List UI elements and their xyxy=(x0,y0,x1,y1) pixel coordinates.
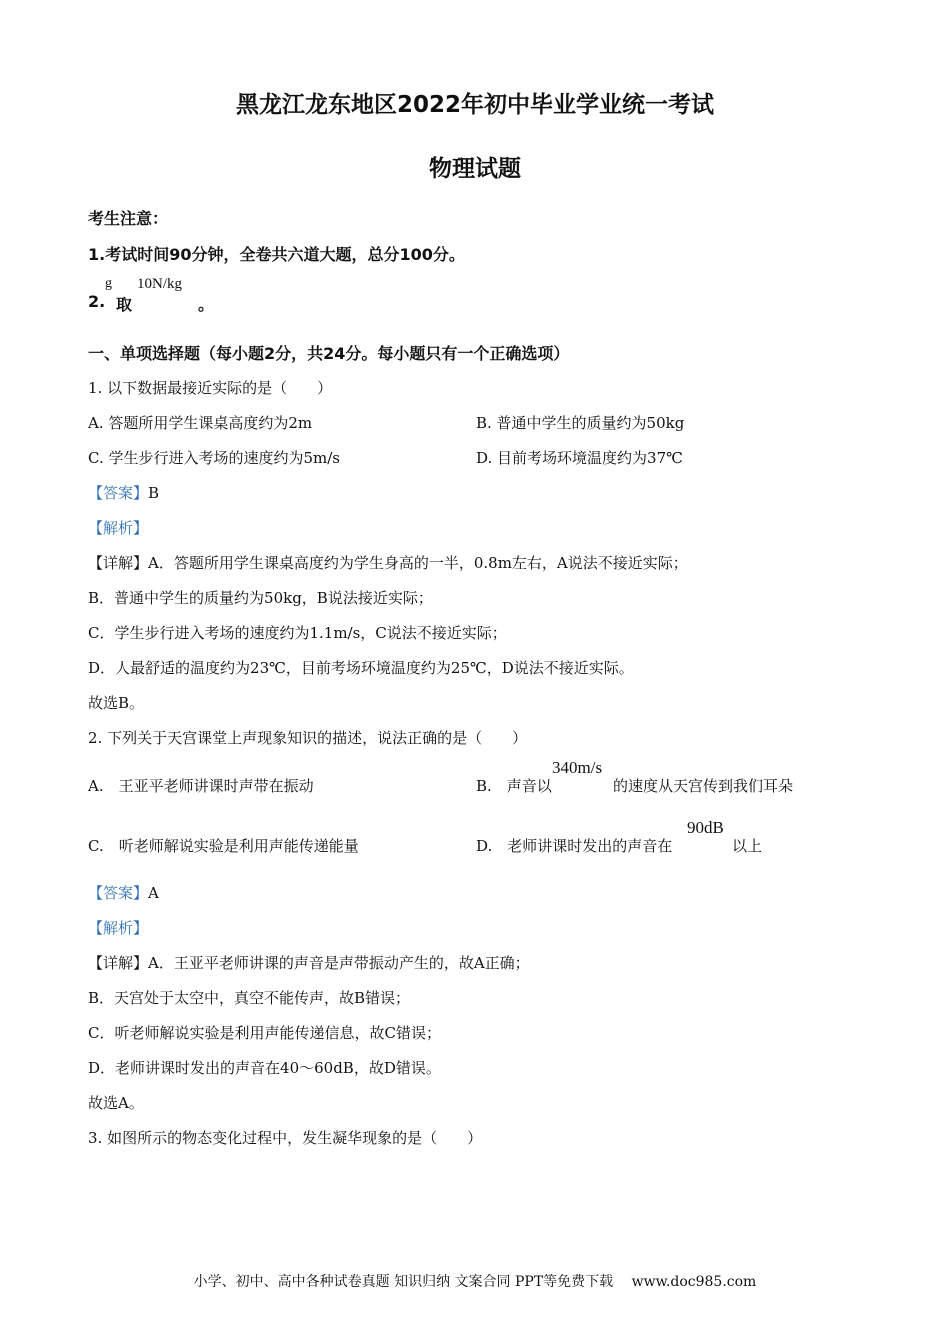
notice-item-2 xyxy=(88,276,248,316)
notice-item-2-value: 10N/kg xyxy=(137,276,182,292)
q2-detail-c: C．听老师解说实验是利用声能传递信息，故C错误； xyxy=(88,1024,441,1042)
q2-option-b-prefix: B. 声音以 xyxy=(476,777,552,795)
q1-option-c: C. 学生步行进入考场的速度约为5m/s xyxy=(88,449,340,467)
q2-stem: 2. 下列关于天宫课堂上声现象知识的描述，说法正确的是（ ） xyxy=(88,729,528,747)
q1-detail-b: B．普通中学生的质量约为50kg，B说法接近实际； xyxy=(88,589,433,607)
section-heading: 一、单项选择题（每小题2分，共24分。每小题只有一个正确选项） xyxy=(88,344,570,363)
exam-subtitle: 物理试题 xyxy=(429,156,521,182)
q2-detail-d: D．老师讲课时发出的声音在40～60dB，故D错误。 xyxy=(88,1059,441,1077)
q2-analysis-tag: 【解析】 xyxy=(88,919,149,937)
q2-detail-a-text: A．王亚平老师讲课的声音是声带振动产生的，故A正确； xyxy=(148,954,530,972)
q2-option-b xyxy=(476,758,836,798)
q1-detail-d: D．人最舒适的温度约为23℃，目前考场环境温度约为25℃，D说法不接近实际。 xyxy=(88,659,634,677)
notice-item-2-end: 。 xyxy=(198,295,215,314)
q1-option-d: D. 目前考场环境温度约为37℃ xyxy=(476,449,683,467)
q2-option-b-suffix: 的速度从天宫传到我们耳朵 xyxy=(613,777,794,795)
page-footer: 小学、初中、高中各种试卷真题 知识归纳 文案合同 PPT等免费下载 www.doc985.com xyxy=(193,1274,757,1290)
q2-answer-value: A xyxy=(148,884,159,902)
q1-stem: 1. 以下数据最接近实际的是（ ） xyxy=(88,379,333,397)
q1-detail-c: C．学生步行进入考场的速度约为1.1m/s，C说法不接近实际； xyxy=(88,624,507,642)
q1-detail-a xyxy=(88,552,688,573)
notice-item-2-qu: 取 xyxy=(116,295,133,314)
notice-item-2-number: 2. xyxy=(88,292,106,311)
q1-detail-a-text: A．答题所用学生课桌高度约为学生身高的一半，0.8m左右，A说法不接近实际； xyxy=(148,554,688,572)
q2-option-d-value: 90dB xyxy=(687,818,724,837)
q1-answer-value: B xyxy=(148,484,160,502)
q2-detail-a xyxy=(88,952,530,973)
q1-option-b: B. 普通中学生的质量约为50kg xyxy=(476,414,685,432)
q2-detail-tag: 【详解】 xyxy=(88,954,149,972)
q2-answer-tag: 【答案】 xyxy=(88,884,149,902)
q2-option-d-prefix: D. 老师讲课时发出的声音在 xyxy=(476,837,673,855)
q2-answer xyxy=(88,882,159,903)
q2-detail-b: B．天宫处于太空中，真空不能传声，故B错误； xyxy=(88,989,411,1007)
q1-detail-tag: 【详解】 xyxy=(88,554,149,572)
notice-item-1: 1.考试时间90分钟，全卷共六道大题，总分100分。 xyxy=(88,245,465,264)
q1-answer xyxy=(88,482,159,503)
exam-title: 黑龙江龙东地区2022年初中毕业学业统一考试 xyxy=(235,92,714,118)
q1-analysis-tag: 【解析】 xyxy=(88,519,149,537)
q3-stem: 3. 如图所示的物态变化过程中，发生凝华现象的是（ ） xyxy=(88,1129,483,1147)
q1-answer-tag: 【答案】 xyxy=(88,484,149,502)
q1-option-a: A. 答题所用学生课桌高度约为2m xyxy=(88,414,313,432)
q2-option-d-suffix: 以上 xyxy=(732,837,763,855)
q2-option-b-value: 340m/s xyxy=(552,758,603,777)
q2-option-d xyxy=(476,818,796,858)
notice-item-2-g: g xyxy=(105,276,112,291)
q1-conclusion: 故选B。 xyxy=(88,694,145,712)
q2-option-c: C. 听老师解说实验是利用声能传递能量 xyxy=(88,837,359,855)
q2-option-a: A. 王亚平老师讲课时声带在振动 xyxy=(88,777,314,795)
q2-conclusion: 故选A。 xyxy=(88,1094,144,1112)
notice-heading: 考生注意： xyxy=(88,209,169,228)
